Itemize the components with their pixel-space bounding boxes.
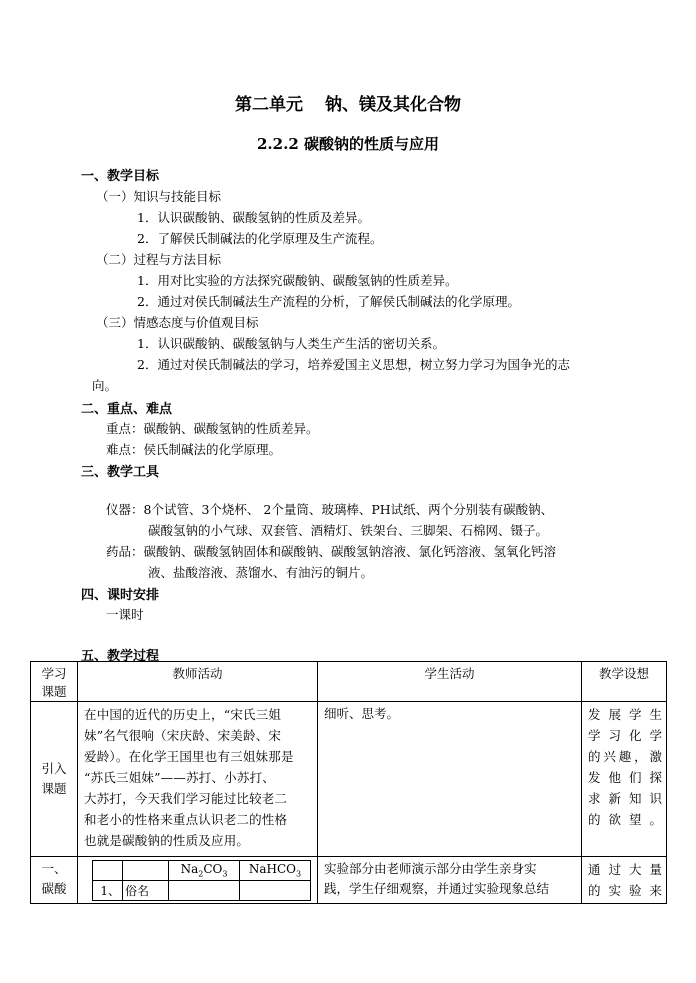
comparison-header-row: [93, 861, 311, 881]
teaching-process-table: [30, 661, 667, 904]
student-activity-cell: 细听、思考。: [318, 702, 582, 857]
reagents-text: 药品：碳酸钠、碳酸氢钠固体和碳酸钠、碳酸氢钠溶液、氯化钙溶液、氢氧化钙溶: [106, 544, 557, 559]
objective-item: 1．认识碳酸钠、碳酸氢钠的性质及差异。: [137, 210, 370, 225]
difficulty-text: 难点：侯氏制碱法的化学原理。: [106, 442, 282, 457]
objective-item: 2．通过对侯氏制碱法的学习，培养爱国主义思想，树立努力学习为国争光的志: [137, 357, 570, 372]
reagents-text-continued: 液、盐酸溶液、蒸馏水、有油污的铜片。: [148, 565, 374, 580]
sodium-carbonate-header: $Na_2CO_3$: [169, 861, 240, 881]
section-heading-tools: 三、教学工具: [81, 465, 160, 480]
key-point-text: 重点：碳酸钠、碳酸氢钠的性质差异。: [106, 421, 319, 436]
subsection-knowledge: （一）知识与技能目标: [96, 189, 222, 204]
table-row: [31, 702, 667, 857]
document-title: 第二单元 钠、镁及其化合物: [235, 95, 461, 115]
objective-item: 1．用对比实验的方法探究碳酸钠、碳酸氢钠的性质差异。: [137, 273, 458, 288]
section-heading-key-points: 二、重点、难点: [81, 402, 173, 417]
student-activity-cell: 实验部分由老师演示部分由学生亲身实 践，学生仔细观察，并通过实验现象总结: [318, 857, 582, 904]
teacher-activity-cell: 在中国的近代的历史上，“宋氏三姐 妹”名气很响（宋庆龄、宋美龄、宋 爱龄）。在化学王国里也有三姐妹那是 “苏氏三姐妹”——苏打、小苏打、 大苏打，今天我们学习能过比较老二 和老小的性格来重点认识老二的性格 也就是碳酸钠的性质及应用。: [78, 702, 318, 857]
comparison-table: [92, 860, 311, 901]
objective-item-continued: 向。: [92, 378, 118, 393]
sodium-bicarbonate-header: NaHCO$_3$: [240, 861, 311, 881]
section-heading-process: 五、教学过程: [81, 649, 160, 664]
document-subtitle: 2.2.2 碳酸钠的性质与应用: [257, 135, 439, 153]
objective-item: 2．通过对侯氏制碱法生产流程的分析，了解侯氏制碱法的化学原理。: [137, 294, 520, 309]
topic-cell: 一、 碳酸: [31, 857, 78, 904]
teacher-activity-cell: [78, 857, 318, 904]
instruments-text-continued: 碳酸氢钠的小气球、双套管、酒精灯、铁架台、三脚架、石棉网、镊子。: [148, 523, 549, 538]
teaching-design-cell: 通过大量 的实验来: [582, 857, 667, 904]
topic-cell: 引入 课题: [31, 702, 78, 857]
section-heading-objectives: 一、教学目标: [81, 169, 160, 184]
subsection-attitude: （三）情感态度与价值观目标: [96, 315, 259, 330]
instruments-text: 仪器：8个试管、3个烧杯、 2个量筒、玻璃棒、PH试纸、两个分别装有碳酸钠、: [106, 502, 554, 517]
objective-item: 1．认识碳酸钠、碳酸氢钠与人类生产生活的密切关系。: [137, 336, 445, 351]
header-topic: 学习 课题: [31, 662, 78, 702]
subsection-process: （二）过程与方法目标: [96, 252, 222, 267]
section-heading-schedule: 四、课时安排: [81, 588, 160, 603]
table-header-row: [31, 662, 667, 702]
header-teaching-design: 教学设想: [582, 662, 667, 702]
objective-item: 2．了解侯氏制碱法的化学原理及生产流程。: [137, 231, 383, 246]
table-row: [31, 857, 667, 904]
header-teacher-activity: 教师活动: [78, 662, 318, 702]
comparison-row: 1、 俗名: [93, 881, 311, 901]
teaching-design-cell: 发展学生 学习化学 的兴趣，激 发他们探 求新知识 的欲望。: [582, 702, 667, 857]
schedule-text: 一课时: [106, 607, 144, 622]
header-student-activity: 学生活动: [318, 662, 582, 702]
